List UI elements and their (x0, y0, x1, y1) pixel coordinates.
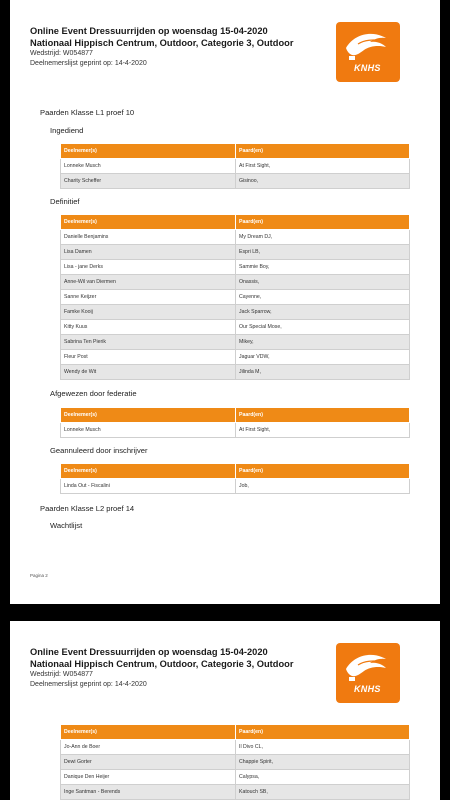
logo-text: KNHS (354, 63, 381, 73)
rider-cell: Wendy de Wit (61, 365, 236, 380)
class-title: Paarden Klasse L1 proef 10 (40, 108, 135, 117)
column-header-rider: Deelnemer(s) (61, 725, 236, 740)
table-row (61, 350, 410, 365)
table-definitief (60, 214, 410, 380)
table-row (61, 335, 410, 350)
rider-cell: Inge Santman - Berends (61, 785, 236, 800)
horse-cell: Jack Sparrow, (236, 305, 410, 320)
column-header-horse: Paard(en) (236, 144, 410, 159)
rider-cell: Linda Out - Fiscalini (61, 479, 236, 494)
table-row (61, 245, 410, 260)
table-wachtlijst (60, 724, 410, 800)
rider-cell: Lonneke Musch (61, 423, 236, 438)
rider-cell: Jo-Ann de Boer (61, 740, 236, 755)
rider-cell: Dewi Gorter (61, 755, 236, 770)
table-afgewezen (60, 407, 410, 438)
rider-cell: Danique Den Heijer (61, 770, 236, 785)
column-header-rider: Deelnemer(s) (61, 408, 236, 423)
horse-cell: Il Divo CL, (236, 740, 410, 755)
horse-cell: Katouch SB, (236, 785, 410, 800)
knhs-logo (336, 643, 400, 703)
rider-cell: Fleur Post (61, 350, 236, 365)
table-row (61, 230, 410, 245)
column-header-horse: Paard(en) (236, 408, 410, 423)
rider-cell: Charity Scheffer (61, 174, 236, 189)
event-title-line2: Nationaal Hippisch Centrum, Outdoor, Categorie 3, Outdoor (30, 659, 294, 669)
rider-cell: Sabrina Ten Pierik (61, 335, 236, 350)
logo-text: KNHS (354, 684, 381, 694)
horse-cell: Onassis, (236, 275, 410, 290)
print-date: Deelnemerslijst geprint op: 14-4-2020 (30, 680, 147, 688)
horse-cell: At First Sight, (236, 423, 410, 438)
page-header (30, 646, 293, 689)
horse-cell: Our Special Mose, (236, 320, 410, 335)
rider-cell: Lisa - jane Derks (61, 260, 236, 275)
horse-head-logo-icon (336, 643, 400, 703)
rider-cell: Sanne Keijzer (61, 290, 236, 305)
horse-cell: Espri LB, (236, 245, 410, 260)
table-header-row (61, 408, 410, 423)
table-row (61, 260, 410, 275)
horse-head-logo-icon (336, 22, 400, 82)
table-row (61, 159, 410, 174)
rider-cell: Danielle Benjamins (61, 230, 236, 245)
table-row (61, 755, 410, 770)
event-title-line1: Online Event Dressuurrijden op woensdag 15-04-2020 (30, 647, 268, 657)
column-header-rider: Deelnemer(s) (61, 215, 236, 230)
horse-cell: Mikey, (236, 335, 410, 350)
table-row (61, 275, 410, 290)
section-heading-afgewezen: Afgewezen door federatie (50, 389, 137, 398)
horse-cell: Job, (236, 479, 410, 494)
table-header-row (61, 725, 410, 740)
horse-cell: At First Sight, (236, 159, 410, 174)
table-row (61, 740, 410, 755)
table-row (61, 785, 410, 800)
table-row (61, 479, 410, 494)
column-header-rider: Deelnemer(s) (61, 144, 236, 159)
table-header-row (61, 464, 410, 479)
horse-cell: Chappie Spirit, (236, 755, 410, 770)
wedstrijd-number: Wedstrijd: W054877 (30, 671, 93, 678)
horse-cell: Jilinda M, (236, 365, 410, 380)
horse-cell: Sammie Boy, (236, 260, 410, 275)
knhs-logo (336, 22, 400, 82)
horse-cell: Jaguar VDW, (236, 350, 410, 365)
page-number: Pagina 2 (30, 573, 48, 578)
table-row (61, 290, 410, 305)
table-row (61, 423, 410, 438)
wedstrijd-number: Wedstrijd: W054877 (30, 50, 93, 57)
document-page-2 (10, 621, 440, 800)
document-page-1 (10, 0, 440, 604)
rider-cell: Lisa Damen (61, 245, 236, 260)
table-row (61, 174, 410, 189)
section-heading-wachtlijst: Wachtlijst (50, 521, 83, 530)
class-title: Paarden Klasse L2 proef 14 (40, 504, 135, 513)
column-header-horse: Paard(en) (236, 215, 410, 230)
table-row (61, 770, 410, 785)
horse-cell: Cayenne, (236, 290, 410, 305)
section-heading-geannuleerd: Geannuleerd door inschrijver (50, 446, 148, 455)
table-geannuleerd (60, 463, 410, 494)
event-title-line1: Online Event Dressuurrijden op woensdag 15-04-2020 (30, 26, 268, 36)
table-row (61, 365, 410, 380)
section-heading-definitief: Definitief (50, 197, 80, 206)
horse-cell: Gisinoo, (236, 174, 410, 189)
print-date: Deelnemerslijst geprint op: 14-4-2020 (30, 59, 147, 67)
column-header-horse: Paard(en) (236, 464, 410, 479)
rider-cell: Lonneke Musch (61, 159, 236, 174)
table-header-row (61, 144, 410, 159)
table-row (61, 305, 410, 320)
event-title-line2: Nationaal Hippisch Centrum, Outdoor, Categorie 3, Outdoor (30, 38, 294, 48)
page-header (30, 25, 293, 68)
horse-cell: Calypsa, (236, 770, 410, 785)
rider-cell: Famke Kooij (61, 305, 236, 320)
section-heading-ingediend: Ingediend (50, 126, 84, 135)
horse-cell: My Dream DJ, (236, 230, 410, 245)
rider-cell: Anne-Wil van Diermen (61, 275, 236, 290)
column-header-rider: Deelnemer(s) (61, 464, 236, 479)
table-row (61, 320, 410, 335)
rider-cell: Kitty Kuus (61, 320, 236, 335)
table-ingediend (60, 143, 410, 189)
column-header-horse: Paard(en) (236, 725, 410, 740)
table-header-row (61, 215, 410, 230)
